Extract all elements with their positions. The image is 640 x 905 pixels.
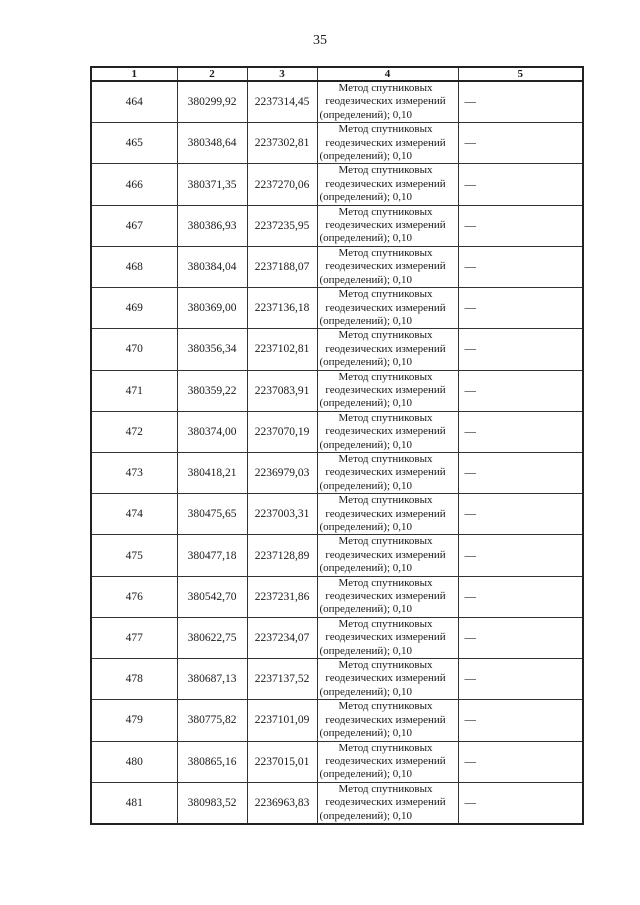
method-line: (определений); 0,10 [319,150,413,163]
table-row [91,205,583,246]
method-line: геодезических измерений [325,425,446,438]
y-coordinate-cell: 2237102,81 [247,329,317,370]
table-row [91,576,583,617]
method-cell [317,329,458,370]
table-header-row [91,67,583,81]
method-line: геодезических измерений [325,507,446,520]
method-line: геодезических измерений [325,754,446,767]
method-cell [317,123,458,164]
method-line: геодезических измерений [325,796,446,809]
method-line: геодезических измерений [325,177,446,190]
y-coordinate-cell: 2237070,19 [247,411,317,452]
method-line: (определений); 0,10 [319,521,413,533]
method-line: (определений); 0,10 [319,438,413,451]
column-header-3: 3 [247,67,317,81]
point-number-cell: 478 [91,659,177,700]
y-coordinate-cell: 2237083,91 [247,370,317,411]
method-line: геодезических измерений [325,548,446,561]
x-coordinate-cell: 380371,35 [177,164,247,205]
x-coordinate-cell: 380542,70 [177,576,247,617]
method-cell [317,782,458,824]
note-cell: — [458,700,583,741]
method-line: Метод спутниковых [338,741,433,754]
method-cell [317,700,458,741]
table-row [91,494,583,535]
method-line: Метод спутниковых [338,535,433,548]
method-line: Метод спутниковых [338,494,433,507]
table-row [91,370,583,411]
note-cell: — [458,741,583,782]
point-number-cell: 472 [91,411,177,452]
method-line: геодезических измерений [325,95,446,108]
note-cell: — [458,123,583,164]
method-cell [317,246,458,287]
method-line: геодезических измерений [325,672,446,685]
x-coordinate-cell: 380374,00 [177,411,247,452]
column-header-2: 2 [177,67,247,81]
method-line: (определений); 0,10 [319,314,413,327]
point-number-cell: 465 [91,123,177,164]
method-line: (определений); 0,10 [319,232,413,245]
table-body [91,81,583,824]
method-cell [317,81,458,123]
x-coordinate-cell: 380418,21 [177,452,247,493]
method-line: (определений); 0,10 [319,727,413,740]
table-row [91,782,583,824]
table-row [91,659,583,700]
note-cell: — [458,494,583,535]
point-number-cell: 464 [91,81,177,123]
method-line: Метод спутниковых [338,370,433,383]
y-coordinate-cell: 2237235,95 [247,205,317,246]
y-coordinate-cell: 2236979,03 [247,452,317,493]
x-coordinate-cell: 380477,18 [177,535,247,576]
method-line: (определений); 0,10 [319,479,413,492]
note-cell: — [458,782,583,824]
point-number-cell: 481 [91,782,177,824]
point-number-cell: 480 [91,741,177,782]
table-row [91,617,583,658]
y-coordinate-cell: 2237137,52 [247,659,317,700]
table-row [91,700,583,741]
table-row [91,123,583,164]
note-cell: — [458,370,583,411]
y-coordinate-cell: 2237003,31 [247,494,317,535]
table-row [91,81,583,123]
method-line: геодезических измерений [325,301,446,314]
method-cell [317,452,458,493]
x-coordinate-cell: 380622,75 [177,617,247,658]
note-cell: — [458,81,583,123]
point-number-cell: 466 [91,164,177,205]
method-line: (определений); 0,10 [319,768,413,781]
note-cell: — [458,411,583,452]
point-number-cell: 473 [91,452,177,493]
method-line: геодезических измерений [325,713,446,726]
table-row [91,246,583,287]
method-line: Метод спутниковых [338,205,433,218]
point-number-cell: 474 [91,494,177,535]
method-line: геодезических измерений [325,342,446,355]
y-coordinate-cell: 2237314,45 [247,81,317,123]
method-line: Метод спутниковых [338,329,433,342]
y-coordinate-cell: 2237128,89 [247,535,317,576]
method-line: геодезических измерений [325,219,446,232]
note-cell: — [458,164,583,205]
method-line: геодезических измерений [325,590,446,603]
point-number-cell: 469 [91,288,177,329]
note-cell: — [458,329,583,370]
method-line: Метод спутниковых [338,576,433,589]
x-coordinate-cell: 380687,13 [177,659,247,700]
y-coordinate-cell: 2237188,07 [247,246,317,287]
method-line: Метод спутниковых [338,452,433,465]
y-coordinate-cell: 2237302,81 [247,123,317,164]
method-line: Метод спутниковых [338,123,433,136]
note-cell: — [458,452,583,493]
method-cell [317,205,458,246]
method-line: Метод спутниковых [338,700,433,713]
x-coordinate-cell: 380475,65 [177,494,247,535]
point-number-cell: 467 [91,205,177,246]
column-header-1: 1 [91,67,177,81]
table-row [91,411,583,452]
y-coordinate-cell: 2237270,06 [247,164,317,205]
point-number-cell: 477 [91,617,177,658]
table-row [91,535,583,576]
y-coordinate-cell: 2237136,18 [247,288,317,329]
y-coordinate-cell: 2237101,09 [247,700,317,741]
method-cell [317,576,458,617]
method-line: (определений); 0,10 [319,644,413,657]
note-cell: — [458,576,583,617]
x-coordinate-cell: 380356,34 [177,329,247,370]
method-line: (определений); 0,10 [319,191,413,204]
x-coordinate-cell: 380983,52 [177,782,247,824]
x-coordinate-cell: 380348,64 [177,123,247,164]
method-cell [317,164,458,205]
method-line: Метод спутниковых [338,164,433,177]
method-cell [317,370,458,411]
method-cell [317,411,458,452]
point-number-cell: 479 [91,700,177,741]
y-coordinate-cell: 2237015,01 [247,741,317,782]
method-line: (определений); 0,10 [319,108,413,121]
column-header-4: 4 [317,67,458,81]
method-line: Метод спутниковых [338,82,433,94]
method-line: геодезических измерений [325,136,446,149]
note-cell: — [458,535,583,576]
method-line: Метод спутниковых [338,659,433,672]
note-cell: — [458,205,583,246]
method-line: Метод спутниковых [338,288,433,301]
x-coordinate-cell: 380865,16 [177,741,247,782]
method-cell [317,535,458,576]
method-cell [317,659,458,700]
point-number-cell: 468 [91,246,177,287]
method-line: (определений); 0,10 [319,397,413,410]
x-coordinate-cell: 380299,92 [177,81,247,123]
y-coordinate-cell: 2237231,86 [247,576,317,617]
method-line: (определений); 0,10 [319,685,413,698]
x-coordinate-cell: 380369,00 [177,288,247,329]
x-coordinate-cell: 380386,93 [177,205,247,246]
x-coordinate-cell: 380384,04 [177,246,247,287]
method-line: Метод спутниковых [338,782,433,795]
method-cell [317,617,458,658]
method-cell [317,741,458,782]
table-row [91,452,583,493]
point-number-cell: 471 [91,370,177,411]
method-cell [317,288,458,329]
method-line: геодезических измерений [325,631,446,644]
method-line: Метод спутниковых [338,246,433,259]
table-row [91,329,583,370]
method-line: (определений); 0,10 [319,809,413,822]
page-number: 35 [313,33,327,48]
point-number-cell: 476 [91,576,177,617]
x-coordinate-cell: 380775,82 [177,700,247,741]
method-line: геодезических измерений [325,260,446,273]
table-row [91,288,583,329]
method-line: Метод спутниковых [338,411,433,424]
note-cell: — [458,288,583,329]
x-coordinate-cell: 380359,22 [177,370,247,411]
method-line: (определений); 0,10 [319,562,413,575]
method-line: геодезических измерений [325,466,446,479]
y-coordinate-cell: 2236963,83 [247,782,317,824]
method-line: (определений); 0,10 [319,603,413,616]
note-cell: — [458,659,583,700]
coordinates-table [90,66,584,825]
column-header-5: 5 [458,67,583,81]
note-cell: — [458,246,583,287]
method-line: (определений); 0,10 [319,273,413,286]
note-cell: — [458,617,583,658]
method-cell [317,494,458,535]
method-line: геодезических измерений [325,383,446,396]
point-number-cell: 470 [91,329,177,370]
method-line: (определений); 0,10 [319,356,413,369]
method-line: Метод спутниковых [338,617,433,630]
point-number-cell: 475 [91,535,177,576]
y-coordinate-cell: 2237234,07 [247,617,317,658]
table-row [91,741,583,782]
table-row [91,164,583,205]
